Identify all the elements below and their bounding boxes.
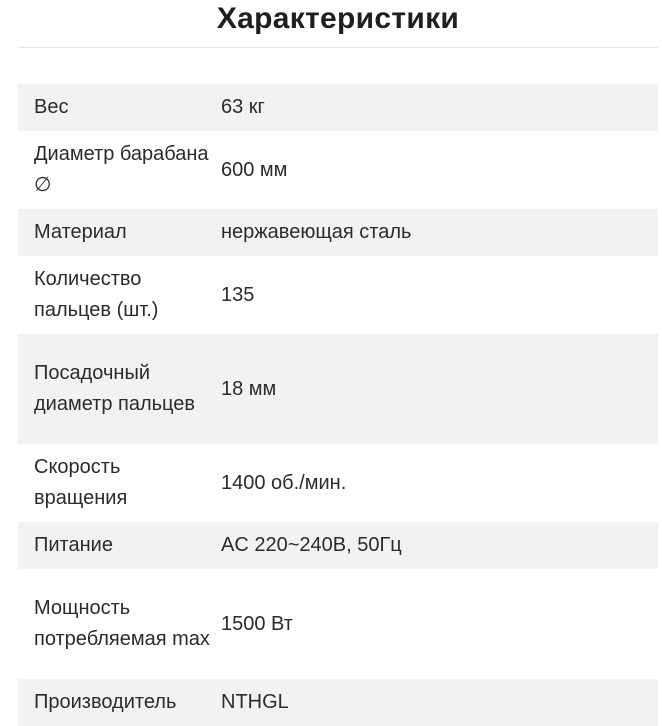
spec-value: нержавеющая сталь [221, 221, 412, 243]
spec-label: Количество пальцев (шт.) [34, 268, 159, 321]
spec-row-power-supply [18, 522, 658, 569]
spec-label: Диаметр барабана ∅ [34, 143, 209, 196]
spec-row-finger-diameter [18, 334, 658, 444]
specs-table [18, 84, 658, 726]
spec-value: 18 мм [221, 377, 277, 400]
page-header [18, 0, 658, 48]
spec-row-manufacturer [18, 679, 658, 726]
spec-label: Скорость вращения [34, 456, 128, 509]
spec-row-weight [18, 84, 658, 131]
spec-value: 1400 об./мин. [221, 471, 347, 494]
spec-value: AC 220~240В, 50Гц [221, 534, 402, 556]
spec-row-rotation-speed [18, 444, 658, 522]
page-title: Характеристики [216, 2, 460, 35]
spec-value: 600 мм [221, 158, 288, 181]
spec-value: 135 [221, 283, 255, 306]
spec-row-material [18, 209, 658, 256]
spec-value: 63 кг [221, 96, 265, 118]
spec-value: NTHGL [221, 691, 289, 713]
spec-label: Вес [34, 96, 69, 118]
spec-row-power-consumption [18, 569, 658, 679]
spec-row-finger-count [18, 256, 658, 334]
spec-label: Материал [34, 221, 127, 243]
spec-row-drum-diameter [18, 131, 658, 209]
spec-label: Посадочный диаметр пальцев [34, 362, 196, 415]
spec-value: 1500 Вт [221, 612, 293, 635]
spec-label: Производитель [34, 691, 177, 713]
spec-label: Мощность потребляемая max [34, 597, 210, 650]
spec-label: Питание [34, 534, 113, 556]
